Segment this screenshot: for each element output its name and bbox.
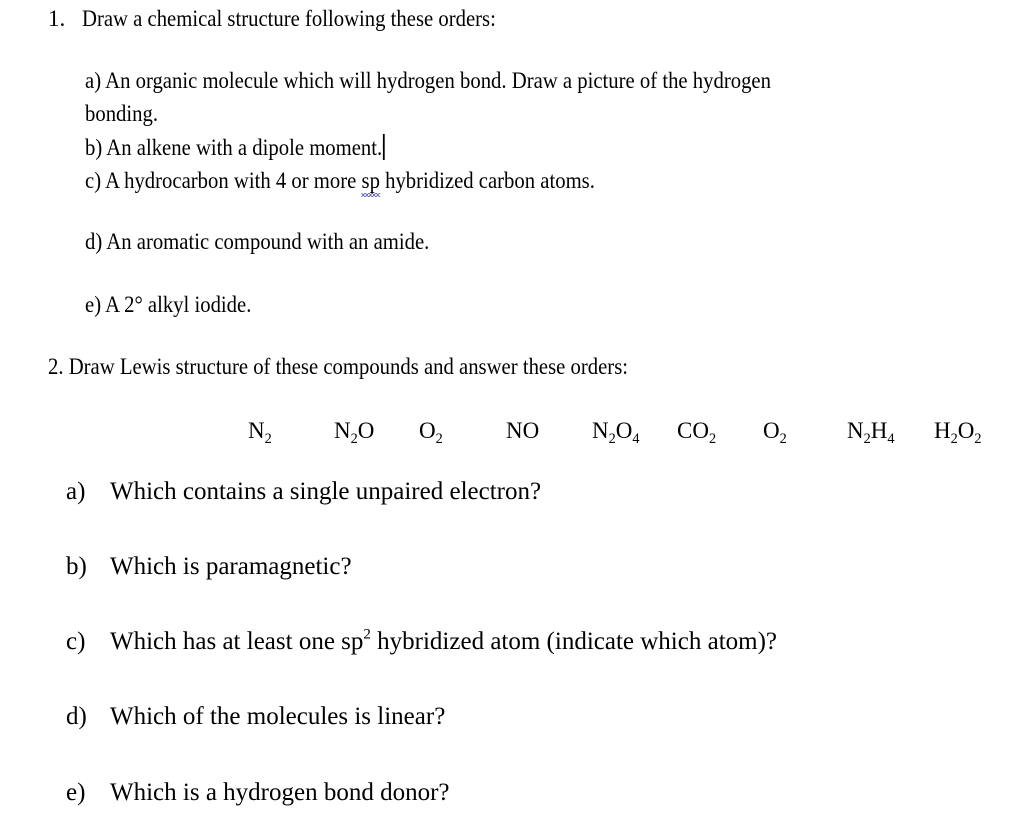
q1-part-a-line2	[85, 101, 166, 127]
compound-o2: $O_2$	[419, 418, 443, 447]
q2-part-e	[66, 779, 450, 807]
q2-part-a-text: Which contains a single unpaired electron?	[110, 478, 542, 505]
compound-n2o4: $N_2O_4$	[592, 418, 640, 447]
question-1-title: Draw a chemical structure following these orders:	[82, 6, 496, 31]
compound-h2o2: $H_2O_2$	[934, 418, 982, 447]
q2-part-e-label: e)	[66, 779, 86, 806]
q1-part-e	[85, 292, 270, 318]
compound-n2o: $N_2O$	[334, 418, 375, 447]
q2-part-c-text-end: hybridized atom (indicate which atom)?	[370, 628, 778, 655]
compound-n2: $N_2$	[248, 418, 272, 447]
question-2-title: 2. Draw Lewis structure of these compounds and answer these orders:	[48, 354, 629, 379]
q2-part-c-label: c)	[66, 628, 86, 655]
q2-part-a	[66, 478, 541, 506]
q2-part-c-text: Which has at least one sp	[110, 628, 364, 655]
q2-part-e-text: Which is a hydrogen bond donor?	[110, 779, 450, 806]
compound-co2: $CO_2$	[677, 418, 717, 447]
q1-part-e-text: e) A 2° alkyl iodide.	[85, 292, 252, 317]
q1-part-c-text-end: hybridized carbon atoms.	[379, 168, 595, 193]
q1-part-d	[85, 229, 468, 255]
q2-part-b-label: b)	[66, 553, 87, 580]
q1-part-c	[85, 168, 652, 194]
compound-o2-second: $O_2$	[763, 418, 787, 447]
q2-part-b-text: Which is paramagnetic?	[110, 553, 352, 580]
q2-part-d-label: d)	[66, 703, 87, 730]
q1-part-b	[85, 134, 418, 161]
q1-part-a-text: a) An organic molecule which will hydrogen bond. Draw a picture of the hydrogen	[85, 68, 771, 93]
question-2-heading	[48, 354, 692, 380]
compound-n2h4: $N_2H_4$	[847, 418, 895, 447]
q2-part-a-label: a)	[66, 478, 86, 505]
q2-part-c-superscript: 2	[363, 626, 371, 643]
q2-part-d-text: Which of the molecules is linear?	[110, 703, 446, 730]
q1-part-c-text: c) A hydrocarbon with 4 or more	[85, 168, 362, 193]
q2-part-d	[66, 703, 445, 731]
q1-part-a-text-cont: bonding.	[85, 101, 159, 126]
q2-part-b	[66, 553, 352, 581]
question-1-heading	[48, 6, 542, 32]
spellcheck-underline[interactable]: sp	[361, 168, 380, 193]
compound-no: NO	[506, 418, 540, 443]
q1-part-a-line1	[85, 68, 847, 94]
q1-part-d-text: d) An aromatic compound with an amide.	[85, 229, 430, 254]
q2-part-c	[66, 628, 777, 656]
question-1-number: 1.	[48, 6, 66, 31]
q1-part-b-text: b) An alkene with a dipole moment.	[85, 135, 383, 160]
text-cursor	[383, 134, 385, 160]
